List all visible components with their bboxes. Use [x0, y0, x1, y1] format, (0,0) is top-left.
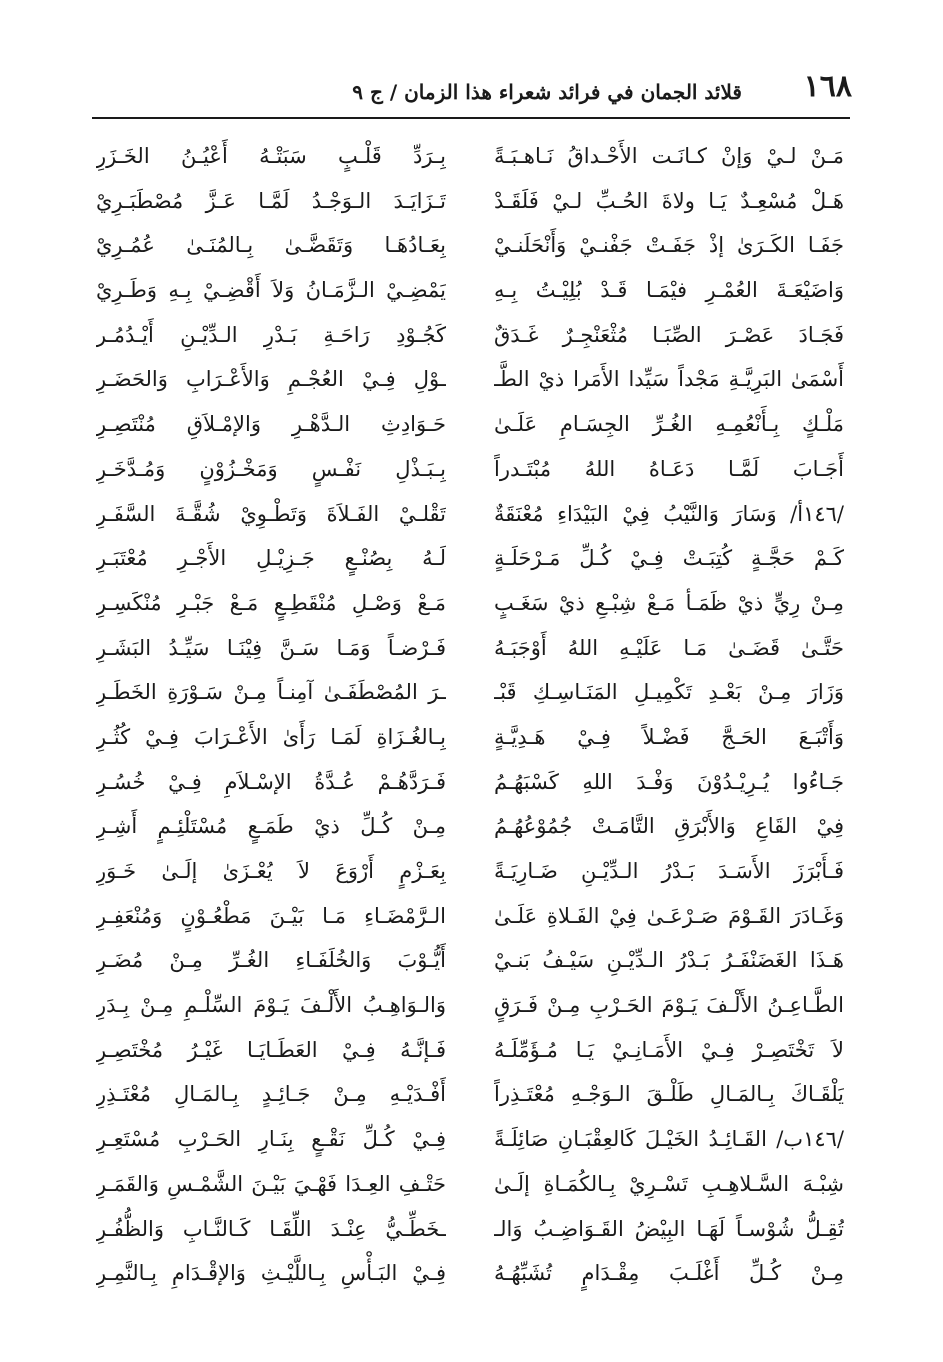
verse-hemistich: فِيْ القَاعِ وَالأَبْرَقِ التَّامَـتْ جُمُوْعُهُـمُ [494, 814, 844, 839]
verse-hemistich: الطَّـاعِـنُ الأَلْـفَ يَـوْمَ الحَـرْبِ مِـنْ فَـرَقٍ [494, 993, 844, 1018]
verse-hemistich: هَـلْ مُسْعِـدٌ يَـا ولاةَ الحُـبِّ لـيْ فَلَقَـدْ [494, 188, 844, 213]
verse-hemistich: ـرَ المُصْطَفَـىٰ آمِنـاً مِـنْ سَـوْرَةِ الخَطَـرِ [96, 680, 446, 705]
page-number: ١٦٨ [803, 69, 852, 104]
verse-hemistich: لَـهُ بِصُنْـعٍ جَـزِيْـلِ الأَجْـرِ مُعْتَبَـرِ [96, 546, 446, 571]
verse-hemistich: حَتَّـىٰ قَضَـىٰ مَـا عَلَيْـهِ اللهُ أَوْجَبَـهُ [494, 635, 844, 660]
verse-hemistich: مَـعْ وَصْـلِ مُنْقَطِـعٍ مَـعْ جَبْـرِ مُنْكَسِـرِ [96, 590, 446, 615]
verse-hemistich: أَجَـابَ لَمَّـا دَعَـاهُ اللهُ مُبْتَـدراً [494, 456, 844, 481]
verse-hemistich: مِـنْ كُـلِّ ذيْ طَمَـعٍ مُسْتَلْئِـمٍ أَشِـرِ [96, 814, 446, 839]
verse-hemistich: أَسْمَىٰ البَرِيَّـةِ مَجْداً سَيِّدا الأَمَرا ذيْ الطَّـ [494, 367, 844, 392]
verse-hemistich: لاَ تَخْتَصِـرْ فِـيْ الأَمَـانِـيْ يَـا مُـؤَمِّلَـهُ [494, 1037, 844, 1062]
verse-hemistich: يَمْضِـيْ الـزَّمَـانُ وَلاَ أَقْضِـيْ بِـهِ وَطَـرِيْ [96, 278, 446, 303]
verse-hemistich: فَـإنَّـهُ فِـيْ العَطَـايَـا غَيْـرُ مُخْتَصِـرِ [96, 1037, 446, 1062]
verse-hemistich: حَتْـفِ العِـدَا فَهْـيَ بَيْـنَ الشَّمْـسِ وَالقَمَـرِ [96, 1171, 446, 1196]
verse-hemistich: بِـبَـذْلِ نَفْـسٍ وَمَخْـزُوْنٍ وَمُـدَّخَـرِ [96, 456, 446, 481]
verse-hemistich: كَجُـوْدِ رَاحَـةِ بَـدْرِ الـدِّيْـنِ أَيْـدُمُـر [96, 322, 446, 347]
verse-hemistich: ـوْلِ فِـيْ العُجْـمِ وَالأَعْـرَابِ وَالحَضَـرِ [96, 367, 446, 392]
verse-hemistich: فَـأَبْرَزَ الأَسَـدَ بَـدْرُ الـدِّيْـنِ ضَـارِيَـةً [494, 859, 844, 883]
verse-hemistich: يَلْقَـاكَ بِـالمَـالِ طَلْـقَ الـوَجْـهِ مُعْتَـذِراً [494, 1082, 844, 1107]
verse-hemistich: بِعَـادُهَـا وَتَقَضَّـىٰ بِـالمُنَـىٰ عُمُـرِيْ [96, 233, 446, 258]
verse-hemistich: مَـنْ لـيْ وَإنْ كـانَـت الأَحْـداقُ نَـاهـبَـةً [494, 144, 844, 168]
verse-hemistich: مِـنْ كُـلِّ أَغْلَـبَ مِقْـدَامٍ تُشَبِّهُـهُ [494, 1261, 844, 1286]
verse-hemistich: جَفَـا الكَـرَىٰ إذْ جَفَـتْ جَفْنـيْ وَأَنْحَلَنـيْ [494, 233, 844, 258]
verse-hemistich: بِـرَدِّ قَلْـبٍ سَبَتْـهُ أَعْيُـنُ الخَـزَرِ [96, 144, 446, 168]
verse-hemistich: فِـيْ كُـلِّ نَقْـعٍ بِنَـارِ الحَـرْبِ مُسْتَعِـرِ [96, 1127, 446, 1152]
verse-hemistich: جَـاءُوا يُـرِيْـدُوْنَ وَفْـدَ اللهِ كَسْبَهُـمُ [494, 769, 844, 794]
verse-hemistich: وَأَتْبَـعَ الحَـجَّ فَضْـلاً فِـيْ هَـدِيَّـةٍ [494, 724, 844, 749]
verse-hemistich: وَالـوَاهِـبُ الأَلْـفَ يَـوْمَ السِّلْـمِ مِـنْ بِـدَرِ [96, 993, 446, 1018]
verse-hemistich: شِبْـهَ السَّـلاهِـبِ تَسْـرِيْ بِـالكُمَـاةِ إلَـىٰ [494, 1171, 844, 1196]
running-title: قلائد الجمان في فرائد شعراء هذا الزمان / ج ٩ [352, 80, 742, 104]
page-header [92, 66, 852, 112]
verse-hemistich: هَـذَا الغَضَنْفَـرُ بَـدْرُ الـدِّيْـنِ سَيْـفُ بَنـيْ [494, 948, 844, 973]
verse-hemistich: حَـوَادِثِ الـدَّهْـرِ وَالإمْـلاَقِ مُنْتَصِـرِ [96, 412, 446, 437]
verse-hemistich: مِـنْ رِيٍّ ذيْ ظَمَـأ مَـعْ شِبْـعِ ذيْ سَغَـبٍ [494, 590, 844, 615]
header-rule [92, 117, 850, 119]
verse-hemistich: أَيُّـوْبَ وَالخُلَفَـاءِ الغُـرِّ مِـنْ مُضَـرِ [96, 948, 446, 973]
verse-hemistich: وَاضَيْعَـةَ العُمْـرِ فيْمَـا قَـدْ بُلِيْـتُ بِـهِ [494, 278, 844, 303]
verse-hemistich: أَفْـدَيْـهِ مِـنْ جَـائِـدٍ بِـالمَـالِ مُعْتَـذِرِ [96, 1082, 446, 1107]
verse-hemistich: وَزَارَ مِـنْ بَعْـدِ تَكْمِيـلِ المَنَـاسِـكِ قَبْـ [494, 680, 844, 705]
verse-hemistich: تُقِـلُّ شُوْسـاً لَهَـا البِيْضُ القَـوَاضِـبُ وَالـ [494, 1216, 844, 1241]
verse-hemistich: /١٤٦أ/ وَسَارَ وَالنَّيْبُ فِيْ البَيْدَاءِ مُعْنَقَةٌ [494, 501, 844, 526]
verse-hemistich: كَـمْ حَجَّـةٍ كُتِبَـتْ فِـيْ كُـلِّ مَـرْحَلَـةٍ [494, 546, 844, 571]
verse-hemistich: بِعَـزْمٍ أَرْوَعَ لاَ يُعْـزَىٰ إلَـىٰ خَـوَرِ [96, 859, 446, 883]
verse-hemistich: بِـالغُـزَاةِ لَمَـا رَأَىٰ الأَعْـرَابَ فِـيْ كُثُـرِ [96, 724, 446, 749]
left-hemistich-column [96, 134, 446, 1296]
verse-hemistich: مَلْـكٍ بِـأَنْعُمِـهِ الغُـرِّ الجِسَـامِ عَلَـىٰ [494, 412, 844, 437]
verse-hemistich: فَـرْضـاً وَمَـا سَـنَّ فِيْنَـا سَيِّـدُ البَشَـرِ [96, 635, 446, 660]
right-hemistich-column [494, 134, 844, 1296]
verse-hemistich: فَـرَدَّهُـمْ عُـدَّةُ الإسْـلاَمِ فِـيْ خُسُـرِ [96, 769, 446, 794]
verse-hemistich: ـخَطِّـيُّ عِنْـدَ اللِّقَـا كَـالنَّـابِ وَالظُّفُـرِ [96, 1216, 446, 1241]
verse-hemistich: تَقْلـيْ الفَـلاَةَ وَتَطْـوِيْ شُقَّـةَ السَّفَـرِ [96, 501, 446, 526]
verse-hemistich: /١٤٦ب/ القَـائِـدُ الخَيْـلَ كَالعِقْبَـانِ صَائِلَـةً [494, 1127, 844, 1152]
verse-hemistich: وَغَـادَرَ القَـوْمَ صَـرْعَـىٰ فِيْ الفَـلاةِ عَلَـىٰ [494, 903, 844, 928]
verse-hemistich: فِـيْ البَـأْسِ بِـاللَّيْـثِ وَالإقْـدَامِ بِـالنَّمِـرِ [96, 1261, 446, 1286]
verse-hemistich: الـرَّمْضَـاءِ مَـا بَيْـنَ مَطْعُـوْنٍ وَمُنْعَفِـرِ [96, 903, 446, 928]
verse-hemistich: تَـزَايَـدَ الـوَجْـدُ لَمَّـا عَـزَّ مُصْطَبَـرِيْ [96, 188, 446, 213]
verse-hemistich: فَجَـادَ عَصْـرَ الصِّبَـا مُثْعَنْجِـرٌ غَـدَقٌ [494, 322, 844, 347]
